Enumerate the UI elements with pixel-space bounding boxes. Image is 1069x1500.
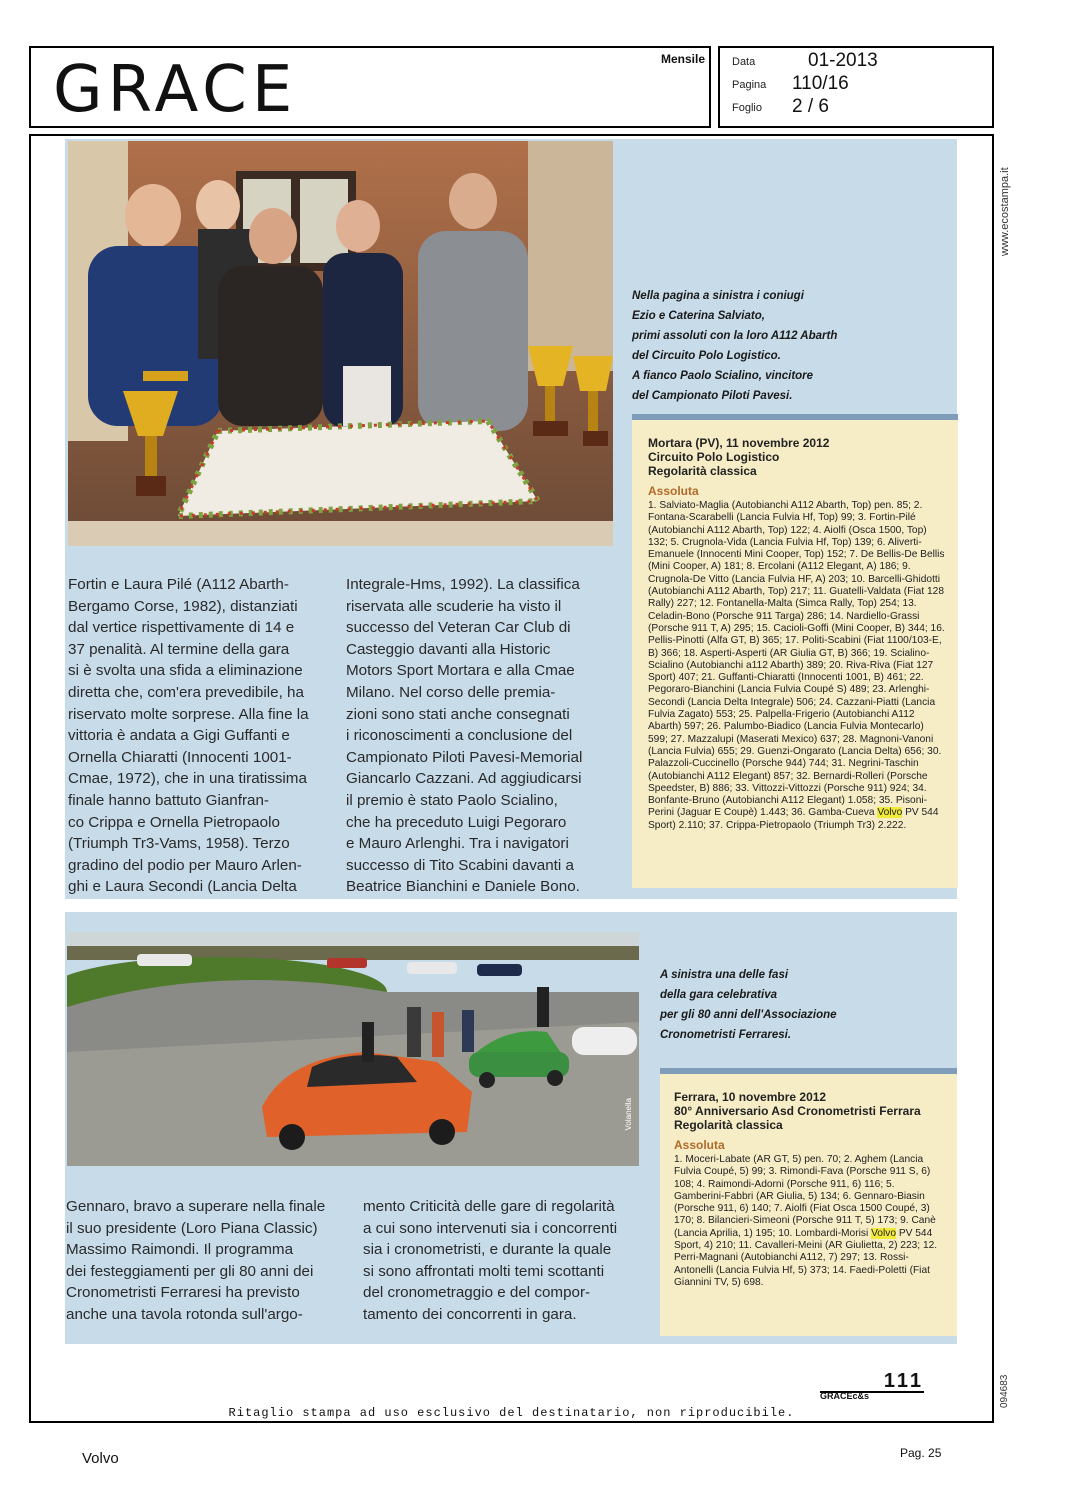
ferrara-results-box <box>660 1068 957 1336</box>
page-number: 111 <box>883 1370 924 1392</box>
caption-line: A sinistra una delle fasi <box>660 969 789 981</box>
meta-page-value: 110/16 <box>792 73 849 94</box>
clipping-disclaimer: Ritaglio stampa ad uso esclusivo del destinatario, non riproducibile. <box>228 1406 795 1420</box>
results-list: 1. Salviato-Maglia (Autobianchi A112 Abarth, Top) pen. 85; 2. Fontana-Scarabelli (Lancia Fulvia Hf, Top) 99; 3. Fortin-Pilé (Autobianchi A112 Abarth, Top) 122; 4. Aiolfi (Osca 1500, Top) 132; 5. Crugnola-Vida (Lancia Fulvia Hf, Top) 139; 6. Aliverti-Emanuele (Innocenti Mini Cooper, Top) 152; 7. De Bellis-De Bellis (Mini Cooper, A) 181; 8. Ercolani (A112 Elegant, A) 186; 9. Crugnola-De Vitto (Lancia Fulvia HF, A) 203; 10. Barcelli-Ghidotti (Autobianchi A112 Abarth, Top) 217; 11. Guatelli-Valdata (Fiat 128 Rally) 227; 12. Fontanella-Malta (Simca Rally, Top) 254; 13. Celadin-Bono (Porsche 911 Targa) 286; 14. Nardiello-Grassi (Porsche 911 T, A) 295; 15. Cacioli-Goffi (Mini Cooper, B) 344; 16. Pellis-Pinotti (Alfa GT, B) 365; 17. Politi-Scabini (Fiat 1100/103-E, B) 366; 18. Asperti-Asperti (AR Giulia GT, B) 366; 19. Scialino-Scialino (Autobianchi a112 Abarth) 389; 20. Riva-Riva (Fiat 127 Sport) 407; 21. Guffanti-Chiaratti (Innocenti 1001, B) 461; 22. Pegoraro-Bianchini (Lancia Fulvia Coupé S) 489; 23. Arlenghi-Secondi (Lancia Delta Integrale) 506; 24. Cazzani-Piatti (Lancia Fulvia Zagato) 553; 25. Palpella-Frigerio (Autobianchi A112 Abarth) 597; 26. Palumbo-Biadico (Lancia Fulvia Montecarlo) 599; 27. Mazzalupi (Maserati Mexico) 637; 28. Magnoni-Vanoni (Lancia Fulvia) 655; 29. Guenzi-Ongarato (Lancia Delta) 656; 30. Palazzoli-Cuccinello (Porsche 944) 744; 31. Negrini-Taschin (Autobianchi A112 Elegant) 857; 32. Bernardi-Rolleri (Porsche Speedster, B) 886; 33. Vittozzi-Vittozzi (Porsche 911) 924; 34. Bonfante-Bruno (Autobianchi A112 Elegant) 1.058; 35. Pisoni-Perini (Jaguar E Coupè) 1.443; 36. Gamba-Cueva Volvo PV 544 Sport) 2.110; 37. Crippa-Pietropaolo (Triumph Tr3) 2.222. <box>648 500 945 831</box>
results-title: Regolarità classica <box>674 1118 783 1132</box>
meta-date-label: Data <box>732 56 756 68</box>
race-photo-image <box>67 932 639 1166</box>
magazine-logo: GRACE <box>53 53 298 127</box>
highlight-volvo: Volvo <box>877 807 903 819</box>
caption-line: primi assoluti con la loro A112 Abarth <box>632 330 838 342</box>
results-title: Circuito Polo Logistico <box>648 450 780 464</box>
results-subtitle: Assoluta <box>674 1138 725 1152</box>
caption-line: per gli 80 anni dell'Associazione <box>660 1009 837 1021</box>
page-brand: GRACEc&s <box>820 1391 870 1401</box>
side-site: www.ecostampa.it <box>999 167 1011 256</box>
article-column-1: Fortin e Laura Pilé (A112 Abarth- Bergamo Corse, 1982), distanziati dal vertice rispettivamente di 14 e 37 penalità. Al termine della gara si è svolta una sfida a eliminazione diretta che, com'era prevedibile, ha riservato molte sorprese. Alla fine la vittoria è andata a Gigi Guffanti e Ornella Chiaratti (Innocenti 1001- Cmae, 1972), che in una tiratissima finale hanno battuto Gianfran- co Crippa e Ornella Pietropaolo (Triumph Tr3-Vams, 1958). Terzo gradino del podio per Mauro Arlen- ghi e Laura Secondi (Lancia Delta <box>68 576 309 896</box>
mortara-results-box <box>632 414 958 888</box>
caption-line: A fianco Paolo Scialino, vincitore <box>632 370 814 382</box>
results-list: 1. Moceri-Labate (AR GT, 5) pen. 70; 2. Aghem (Lancia Fulvia Coupé, 5) 99; 3. Rimondi-Fava (Porsche 911 S, 6) 108; 4. Raimondi-Adorni (Porsche 911, 6) 116; 5. Gamberini-Fabbri (AR Giulia, 5) 134; 6. Gennaro-Biasin (Porsche 911, 6) 140; 7. Aiolfi (Fiat Osca 1500 Coupé, 3) 170; 8. Bilancieri-Simeoni (Porsche 911 T, 5) 173; 9. Canè (Lancia Aprilia, 1) 195; 10. Lombardi-Morisi Volvo PV 544 Sport, 4) 210; 11. Cavalleri-Meini (AR Giulietta, 2) 223; 12. Perri-Magnani (Autobianchi A112, 7) 297; 13. Rossi-Antonelli (Lancia Fulvia Hf, 5) 373; 14. Faedi-Poletti (Fiat Giannini TV, 5) 698. <box>674 1154 938 1288</box>
caption-line: della gara celebrativa <box>660 989 777 1001</box>
results-title: Mortara (PV), 11 novembre 2012 <box>648 436 830 450</box>
masthead <box>29 46 711 128</box>
article-column-3: Gennaro, bravo a superare nella finale il suo presidente (Loro Piana Classic) Massimo Raimondi. Il programma dei festeggiamenti per gli 80 anni dei Cronometristi Ferraresi ha previsto anche una tavola rotonda sull'argo- <box>66 1198 326 1323</box>
meta-date-value: 01-2013 <box>808 50 878 71</box>
race-photo <box>67 932 639 1166</box>
highlight-volvo: Volvo <box>871 1227 896 1239</box>
issue-meta <box>718 46 994 128</box>
caption-line: Cronometristi Ferraresi. <box>660 1029 792 1041</box>
results-title: 80° Anniversario Asd Cronometristi Ferrara <box>674 1104 921 1118</box>
article-column-4: mento Criticità delle gare di regolarità a cui sono intervenuti sia i concorrenti sia i cronometristi, e durante la quale si sono affrontati molti temi scottanti del cronometraggio e del compor- tamento dei concorrenti in gara. <box>363 1198 618 1323</box>
meta-sheet-value: 2 / 6 <box>792 96 829 117</box>
caption-line: Nella pagina a sinistra i coniugi <box>632 290 804 302</box>
article-column-2: Integrale-Hms, 1992). La classifica riservata alle scuderie ha visto il successo del Veteran Car Club di Casteggio davanti alla Historic Motors Sport Mortara e alla Cmae Milano. Nel corso delle premia- zioni sono stati anche consegnati i riconoscimenti a conclusione del Campionato Piloti Pavesi-Memorial Giancarlo Cazzani. Ad aggiudicarsi il premio è stato Paolo Scialino, che ha preceduto Luigi Pegoraro e Mauro Arlenghi. Tra i navigatori successo di Tito Scabini davanti a Beatrice Bianchini e Daniele Bono. <box>346 576 583 896</box>
photo-credit: Volanella <box>624 1097 633 1130</box>
results-subtitle: Assoluta <box>648 484 699 498</box>
caption-line: del Circuito Polo Logistico. <box>632 350 781 362</box>
award-photo-image <box>68 141 613 546</box>
caption-line: del Campionato Piloti Pavesi. <box>632 390 793 402</box>
results-title: Regolarità classica <box>648 464 757 478</box>
results-title: Ferrara, 10 novembre 2012 <box>674 1090 827 1104</box>
page-number-block <box>820 1371 924 1393</box>
bottom-caption <box>660 965 950 1045</box>
meta-sheet-label: Foglio <box>732 102 762 114</box>
award-photo <box>68 141 613 546</box>
top-caption <box>632 286 942 406</box>
side-code: 094683 <box>999 1374 1010 1408</box>
meta-page-label: Pagina <box>732 79 767 91</box>
footer-keyword: Volvo <box>82 1450 119 1467</box>
frequency-label: Mensile <box>660 52 705 66</box>
caption-line: Ezio e Caterina Salviato, <box>632 310 765 322</box>
footer-page: Pag. 25 <box>900 1446 942 1460</box>
